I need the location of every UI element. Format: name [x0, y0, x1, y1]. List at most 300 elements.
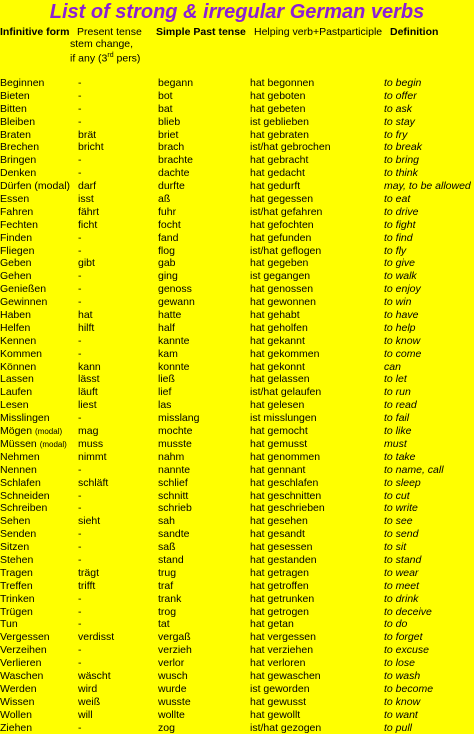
- verb-row: [0, 141, 474, 154]
- page-title: List of strong & irregular German verbs: [49, 1, 425, 23]
- present-cell: -: [78, 244, 82, 257]
- past-cell: schrieb: [158, 502, 192, 515]
- past-cell: kam: [158, 347, 178, 360]
- infinitive-cell: Vergessen: [0, 631, 50, 644]
- verb-row: [0, 477, 474, 490]
- definition-cell: to come: [384, 347, 422, 360]
- definition-cell: to fail: [384, 412, 410, 425]
- verb-row: [0, 528, 474, 541]
- verb-row: [0, 593, 474, 606]
- definition-cell: to excuse: [384, 644, 429, 657]
- infinitive-cell: Laufen: [0, 386, 33, 399]
- present-cell: -: [78, 528, 82, 541]
- present-cell: -: [78, 412, 82, 425]
- participle-cell: hat getan: [250, 618, 294, 631]
- past-cell: saß: [158, 541, 176, 554]
- past-cell: begann: [158, 77, 194, 89]
- past-cell: zog: [158, 721, 175, 734]
- present-cell: -: [78, 541, 82, 554]
- verb-row: [0, 618, 474, 631]
- infinitive-cell: Bieten: [0, 89, 30, 102]
- infinitive-cell: Finden: [0, 231, 33, 244]
- present-cell: lässt: [78, 373, 100, 386]
- past-cell: wollte: [158, 708, 185, 721]
- infinitive-cell: Fechten: [0, 218, 38, 231]
- participle-cell: ist/hat gelaufen: [250, 386, 322, 399]
- infinitive-cell: Bringen: [0, 154, 37, 167]
- past-cell: verlor: [158, 657, 185, 670]
- infinitive-cell: Genießen: [0, 283, 47, 296]
- participle-cell: ist/hat gebrochen: [250, 141, 331, 154]
- definition-cell: to stay: [384, 115, 415, 128]
- verb-row: [0, 283, 474, 296]
- past-cell: wusch: [158, 669, 188, 682]
- infinitive-cell: Schreiben: [0, 502, 48, 515]
- verb-row: [0, 245, 474, 258]
- present-cell: -: [78, 721, 82, 734]
- past-cell: tat: [158, 618, 170, 631]
- present-cell: -: [78, 283, 82, 296]
- infinitive-cell: Bleiben: [0, 115, 36, 128]
- definition-cell: to cut: [384, 489, 410, 502]
- present-cell: schläft: [78, 476, 109, 489]
- infinitive-cell: Werden: [0, 682, 37, 695]
- verb-row: [0, 515, 474, 528]
- participle-cell: hat gebeten: [250, 102, 306, 115]
- infinitive-cell: Wissen: [0, 695, 35, 708]
- present-cell: -: [78, 657, 82, 670]
- infinitive-cell: Sehen: [0, 515, 31, 528]
- infinitive-cell: Nehmen: [0, 450, 40, 463]
- present-cell: will: [78, 708, 93, 721]
- infinitive-cell: Dürfen (modal): [0, 180, 71, 193]
- past-cell: blieb: [158, 115, 181, 128]
- past-cell: fand: [158, 231, 179, 244]
- participle-cell: hat gelesen: [250, 399, 305, 412]
- participle-cell: hat gekannt: [250, 334, 305, 347]
- present-cell: ficht: [78, 218, 98, 231]
- verb-row: [0, 154, 474, 167]
- definition-cell: to begin: [384, 77, 422, 89]
- verb-row: [0, 631, 474, 644]
- definition-cell: to give: [384, 257, 415, 270]
- past-cell: ließ: [158, 373, 175, 386]
- participle-cell: hat gemocht: [250, 425, 308, 438]
- participle-cell: ist misslungen: [250, 412, 317, 425]
- participle-cell: ist/hat geflogen: [250, 244, 322, 257]
- participle-cell: ist gegangen: [250, 270, 311, 283]
- infinitive-cell: Müssen (modal): [0, 437, 67, 450]
- verb-row: [0, 683, 474, 696]
- participle-cell: hat gebraten: [250, 128, 309, 141]
- past-cell: musste: [158, 437, 192, 450]
- present-cell: gibt: [78, 257, 95, 270]
- infinitive-cell: Bitten: [0, 102, 27, 115]
- definition-cell: may, to be allowed: [384, 180, 471, 193]
- verb-row: [0, 373, 474, 386]
- present-cell: -: [78, 334, 82, 347]
- infinitive-cell: Wollen: [0, 708, 32, 721]
- verb-row: [0, 270, 474, 283]
- header-present-subtitle-2: if any (3rd pers): [70, 52, 141, 65]
- past-cell: hatte: [158, 309, 182, 322]
- past-cell: schnitt: [158, 489, 189, 502]
- participle-cell: hat gesehen: [250, 515, 308, 528]
- definition-cell: to offer: [384, 89, 417, 102]
- verb-row: [0, 399, 474, 412]
- participle-cell: hat gekonnt: [250, 360, 305, 373]
- infinitive-cell: Lesen: [0, 399, 29, 412]
- past-cell: brachte: [158, 154, 194, 167]
- verb-row: [0, 425, 474, 438]
- participle-cell: hat verziehen: [250, 644, 314, 657]
- infinitive-cell: Denken: [0, 167, 37, 180]
- verb-row: [0, 167, 474, 180]
- definition-cell: to read: [384, 399, 417, 412]
- definition-cell: to name, call: [384, 463, 444, 476]
- participle-cell: hat gefochten: [250, 218, 314, 231]
- present-cell: fährt: [78, 205, 100, 218]
- verb-row: [0, 193, 474, 206]
- definition-cell: to sleep: [384, 476, 421, 489]
- participle-cell: ist/hat gezogen: [250, 721, 322, 734]
- present-cell: wird: [78, 682, 98, 695]
- infinitive-cell: Gewinnen: [0, 296, 48, 309]
- verb-row: [0, 412, 474, 425]
- verb-row: [0, 348, 474, 361]
- participle-cell: hat gestanden: [250, 553, 317, 566]
- verb-row: [0, 116, 474, 129]
- verb-row: [0, 490, 474, 503]
- participle-cell: hat gesandt: [250, 528, 305, 541]
- past-cell: genoss: [158, 283, 192, 296]
- participle-cell: hat begonnen: [250, 77, 315, 89]
- infinitive-cell: Treffen: [0, 579, 33, 592]
- infinitive-cell: Essen: [0, 193, 30, 206]
- participle-cell: hat vergessen: [250, 631, 316, 644]
- present-cell: -: [78, 154, 82, 167]
- definition-cell: to let: [384, 373, 407, 386]
- verb-row: [0, 309, 474, 322]
- participle-cell: hat gedurft: [250, 180, 301, 193]
- participle-cell: hat geschnitten: [250, 489, 322, 502]
- definition-cell: to like: [384, 425, 412, 438]
- definition-cell: to help: [384, 321, 416, 334]
- past-cell: wurde: [158, 682, 187, 695]
- participle-cell: hat geschlafen: [250, 476, 319, 489]
- definition-cell: to send: [384, 528, 419, 541]
- present-cell: -: [78, 463, 82, 476]
- definition-cell: to do: [384, 618, 408, 631]
- participle-cell: hat gegeben: [250, 257, 309, 270]
- participle-cell: hat gewonnen: [250, 296, 316, 309]
- past-cell: nahm: [158, 450, 185, 463]
- definition-cell: to know: [384, 695, 421, 708]
- infinitive-cell: Fliegen: [0, 244, 35, 257]
- present-cell: -: [78, 115, 82, 128]
- definition-cell: to wear: [384, 566, 419, 579]
- verb-row: [0, 386, 474, 399]
- verb-row: [0, 180, 474, 193]
- infinitive-cell: Schneiden: [0, 489, 50, 502]
- past-cell: fuhr: [158, 205, 177, 218]
- definition-cell: to see: [384, 515, 413, 528]
- past-cell: stand: [158, 553, 184, 566]
- infinitive-cell: Kennen: [0, 334, 37, 347]
- past-cell: brach: [158, 141, 185, 154]
- present-cell: weiß: [78, 695, 101, 708]
- participle-cell: hat gesessen: [250, 541, 313, 554]
- past-cell: verzieh: [158, 644, 192, 657]
- participle-cell: hat getroffen: [250, 579, 309, 592]
- present-cell: isst: [78, 193, 94, 206]
- past-cell: durfte: [158, 180, 185, 193]
- infinitive-cell: Können: [0, 360, 37, 373]
- infinitive-cell: Tun: [0, 618, 18, 631]
- infinitive-cell: Verzeihen: [0, 644, 47, 657]
- infinitive-cell: Brechen: [0, 141, 40, 154]
- definition-cell: to forget: [384, 631, 423, 644]
- infinitive-cell: Geben: [0, 257, 32, 270]
- infinitive-cell: Beginnen: [0, 77, 45, 89]
- definition-cell: to lose: [384, 657, 415, 670]
- definition-cell: to wash: [384, 669, 421, 682]
- verb-row: [0, 709, 474, 722]
- verb-row: [0, 722, 474, 734]
- header-present-subtitle: stem change,: [70, 38, 134, 50]
- participle-cell: hat getrunken: [250, 592, 315, 605]
- past-cell: trug: [158, 566, 177, 579]
- participle-cell: hat gegessen: [250, 193, 314, 206]
- verb-row: [0, 77, 474, 90]
- definition-cell: to pull: [384, 721, 413, 734]
- participle-cell: ist geworden: [250, 682, 310, 695]
- verb-row: [0, 219, 474, 232]
- past-cell: schlief: [158, 476, 188, 489]
- definition-cell: to enjoy: [384, 283, 421, 296]
- infinitive-cell: Gehen: [0, 270, 32, 283]
- definition-cell: to deceive: [384, 605, 432, 618]
- verb-row: [0, 464, 474, 477]
- header-helping-verb: Helping verb+Pastparticiple: [254, 26, 383, 38]
- participle-cell: hat genossen: [250, 283, 314, 296]
- present-cell: -: [78, 592, 82, 605]
- present-cell: verdisst: [78, 631, 115, 644]
- verb-row: [0, 580, 474, 593]
- verb-row: [0, 502, 474, 515]
- past-cell: briet: [158, 128, 179, 141]
- past-cell: nannte: [158, 463, 191, 476]
- infinitive-cell: Waschen: [0, 669, 44, 682]
- infinitive-cell: Fahren: [0, 205, 34, 218]
- participle-cell: hat gewaschen: [250, 669, 321, 682]
- verb-row: [0, 335, 474, 348]
- definition-cell: to eat: [384, 193, 411, 206]
- present-cell: läuft: [78, 386, 98, 399]
- past-cell: bat: [158, 102, 173, 115]
- participle-cell: hat getragen: [250, 566, 309, 579]
- infinitive-cell: Sitzen: [0, 541, 30, 554]
- verb-row: [0, 438, 474, 451]
- definition-cell: to bring: [384, 154, 420, 167]
- definition-cell: to know: [384, 334, 421, 347]
- verb-row: [0, 232, 474, 245]
- infinitive-cell: Haben: [0, 309, 31, 322]
- participle-cell: hat gelassen: [250, 373, 310, 386]
- infinitive-cell: Misslingen: [0, 412, 50, 425]
- past-cell: mochte: [158, 425, 193, 438]
- past-cell: gewann: [158, 296, 195, 309]
- present-cell: -: [78, 644, 82, 657]
- verb-row: [0, 670, 474, 683]
- participle-cell: hat geschrieben: [250, 502, 325, 515]
- verb-row: [0, 657, 474, 670]
- verb-row: [0, 644, 474, 657]
- participle-cell: hat gemusst: [250, 437, 308, 450]
- past-cell: sandte: [158, 528, 190, 541]
- present-cell: -: [78, 347, 82, 360]
- present-cell: -: [78, 102, 82, 115]
- present-cell: -: [78, 502, 82, 515]
- present-cell: -: [78, 77, 82, 89]
- past-cell: flog: [158, 244, 175, 257]
- definition-cell: to become: [384, 682, 434, 695]
- verb-row: [0, 103, 474, 116]
- present-cell: -: [78, 605, 82, 618]
- past-cell: bot: [158, 89, 173, 102]
- present-cell: -: [78, 167, 82, 180]
- definition-cell: to drive: [384, 205, 419, 218]
- infinitive-cell: Trügen: [0, 605, 33, 618]
- infinitive-cell: Schlafen: [0, 476, 41, 489]
- infinitive-cell: Verlieren: [0, 657, 42, 670]
- participle-cell: hat gewusst: [250, 695, 307, 708]
- past-cell: traf: [158, 579, 174, 592]
- verb-row: [0, 296, 474, 309]
- present-cell: -: [78, 270, 82, 283]
- past-cell: sah: [158, 515, 175, 528]
- verb-row: [0, 206, 474, 219]
- participle-cell: ist geblieben: [250, 115, 309, 128]
- present-cell: muss: [78, 437, 104, 450]
- present-cell: brät: [78, 128, 97, 141]
- participle-cell: hat getrogen: [250, 605, 309, 618]
- definition-cell: to ask: [384, 102, 413, 115]
- participle-cell: hat geholfen: [250, 321, 308, 334]
- past-cell: wusste: [158, 695, 191, 708]
- definition-cell: to take: [384, 450, 416, 463]
- infinitive-cell: Braten: [0, 128, 31, 141]
- verb-row: [0, 90, 474, 103]
- definition-cell: to drink: [384, 592, 419, 605]
- definition-cell: to find: [384, 231, 413, 244]
- present-cell: hat: [78, 309, 93, 322]
- past-cell: trank: [158, 592, 182, 605]
- present-cell: wäscht: [78, 669, 111, 682]
- present-cell: bricht: [78, 141, 104, 154]
- infinitive-cell: Kommen: [0, 347, 43, 360]
- verb-row: [0, 606, 474, 619]
- definition-cell: can: [384, 360, 401, 373]
- header-definition: Definition: [390, 26, 439, 38]
- participle-cell: hat gehabt: [250, 309, 300, 322]
- header-present-tense: Present tense: [77, 26, 142, 38]
- verb-row: [0, 451, 474, 464]
- past-cell: ging: [158, 270, 178, 283]
- definition-cell: to break: [384, 141, 422, 154]
- definition-cell: to think: [384, 167, 418, 180]
- definition-cell: to have: [384, 309, 419, 322]
- definition-cell: to fly: [384, 244, 407, 257]
- present-cell: -: [78, 618, 82, 631]
- past-cell: trog: [158, 605, 177, 618]
- infinitive-cell: Helfen: [0, 321, 31, 334]
- past-cell: las: [158, 399, 172, 412]
- past-cell: vergaß: [158, 631, 191, 644]
- infinitive-cell: Lassen: [0, 373, 34, 386]
- present-cell: darf: [78, 180, 97, 193]
- header-simple-past: Simple Past tense: [156, 26, 246, 38]
- definition-cell: to sit: [384, 541, 407, 554]
- present-cell: sieht: [78, 515, 101, 528]
- infinitive-cell: Nennen: [0, 463, 37, 476]
- definition-cell: must: [384, 437, 407, 450]
- past-cell: half: [158, 321, 175, 334]
- verb-table: [0, 77, 474, 734]
- past-cell: lief: [158, 386, 172, 399]
- participle-cell: ist/hat gefahren: [250, 205, 323, 218]
- past-cell: gab: [158, 257, 176, 270]
- definition-cell: to walk: [384, 270, 417, 283]
- definition-cell: to stand: [384, 553, 422, 566]
- verb-row: [0, 322, 474, 335]
- participle-cell: hat verloren: [250, 657, 306, 670]
- verb-row: [0, 696, 474, 709]
- past-cell: focht: [158, 218, 181, 231]
- infinitive-cell: Stehen: [0, 553, 34, 566]
- definition-cell: to win: [384, 296, 412, 309]
- present-cell: trifft: [78, 579, 96, 592]
- verb-row: [0, 541, 474, 554]
- infinitive-cell: Trinken: [0, 592, 35, 605]
- definition-cell: to fry: [384, 128, 408, 141]
- present-cell: liest: [78, 399, 97, 412]
- present-cell: mag: [78, 425, 99, 438]
- verb-row: [0, 257, 474, 270]
- past-cell: aß: [158, 193, 171, 206]
- definition-cell: to fight: [384, 218, 416, 231]
- verb-row: [0, 361, 474, 374]
- participle-cell: hat gewollt: [250, 708, 301, 721]
- past-cell: kannte: [158, 334, 190, 347]
- definition-cell: to want: [384, 708, 418, 721]
- verb-row: [0, 554, 474, 567]
- infinitive-cell: Senden: [0, 528, 37, 541]
- infinitive-cell: Mögen (modal): [0, 425, 63, 438]
- past-cell: konnte: [158, 360, 190, 373]
- verb-row: [0, 567, 474, 580]
- definition-cell: to meet: [384, 579, 420, 592]
- participle-cell: hat gefunden: [250, 231, 312, 244]
- participle-cell: hat gennant: [250, 463, 306, 476]
- present-cell: -: [78, 553, 82, 566]
- participle-cell: hat gekommen: [250, 347, 320, 360]
- present-cell: -: [78, 296, 82, 309]
- infinitive-cell: Ziehen: [0, 721, 33, 734]
- header-infinitive: Infinitive form: [0, 26, 70, 38]
- participle-cell: hat geboten: [250, 89, 306, 102]
- definition-cell: to write: [384, 502, 418, 515]
